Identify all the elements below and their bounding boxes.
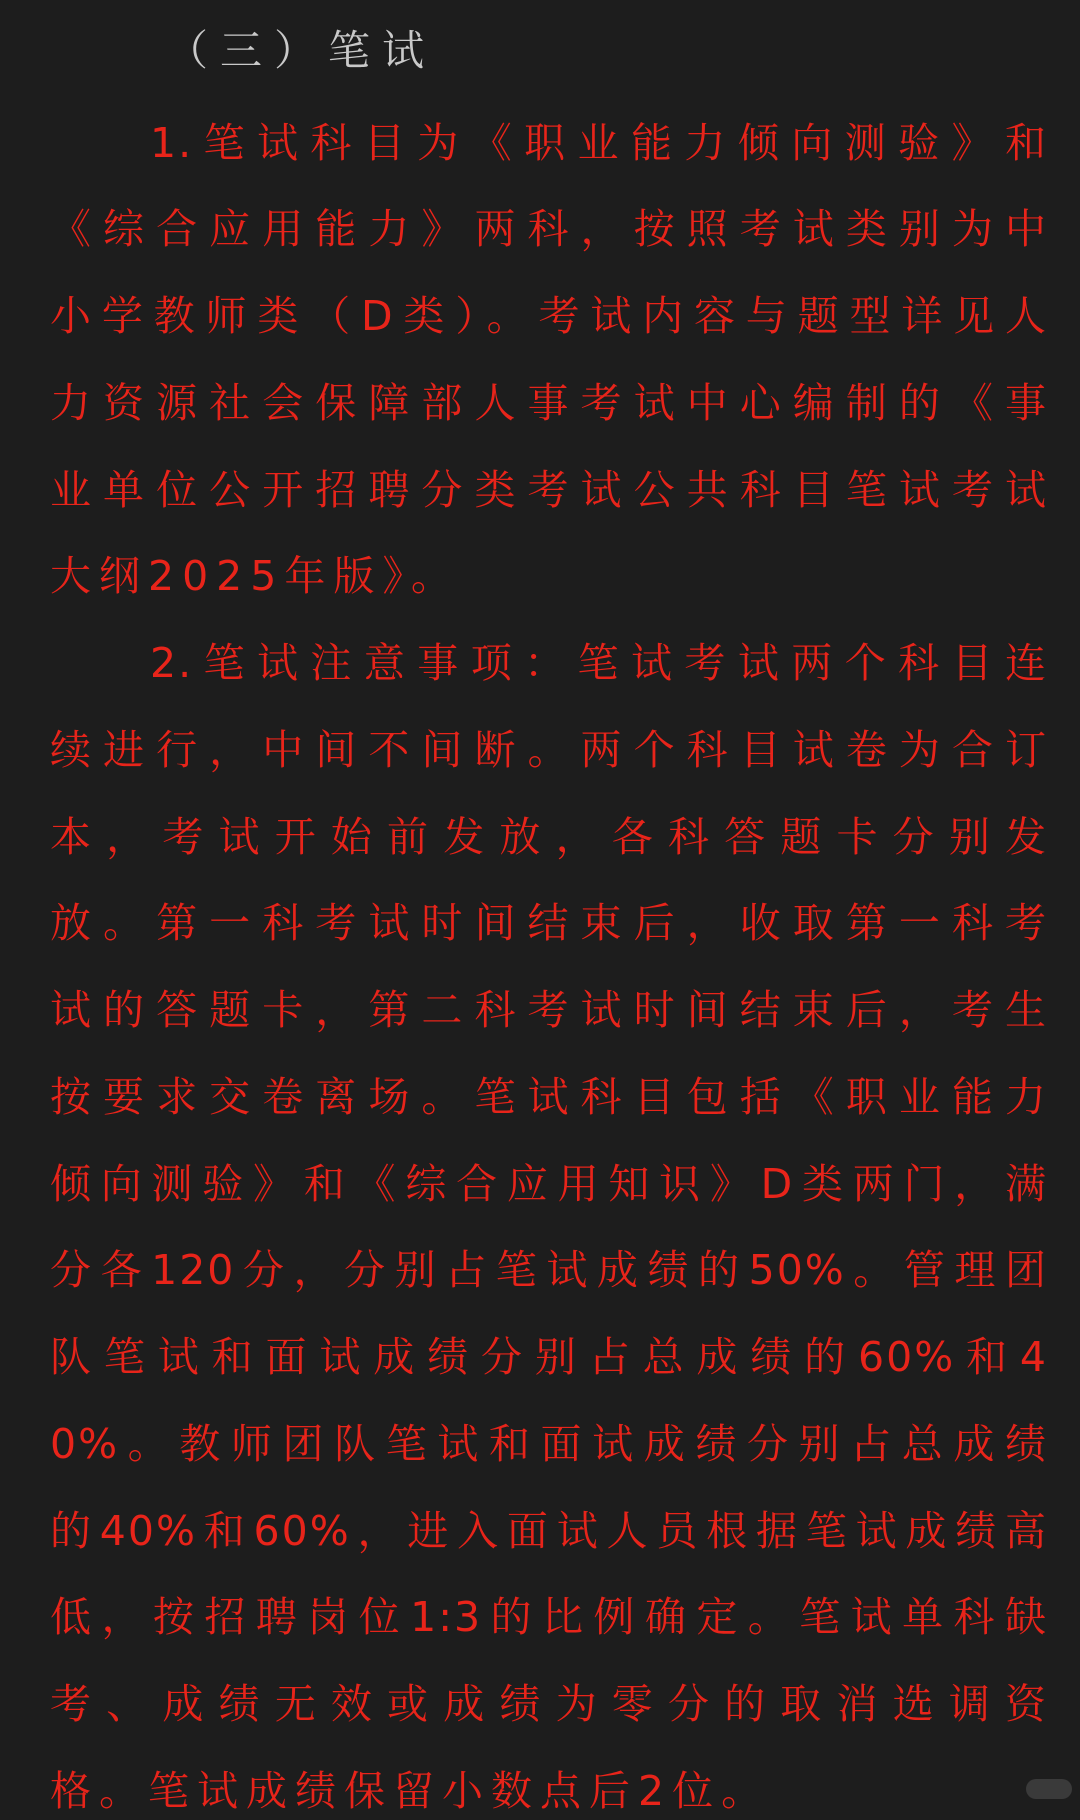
paragraph-line: 格。笔试成绩保留小数点后2位。: [50, 1767, 771, 1815]
paragraph-line: 力资源社会保障部人事考试中心编制的《事: [50, 379, 1048, 427]
paragraph-line: 按要求交卷离场。笔试科目包括《职业能力: [50, 1073, 1048, 1121]
paragraph-line: 试的答题卡，第二科考试时间结束后，考生: [50, 986, 1048, 1034]
paragraph-line: 续进行，中间不间断。两个科目试卷为合订: [50, 726, 1048, 774]
paragraph-line: 2.笔试注意事项：笔试考试两个科目连: [150, 639, 1048, 687]
paragraph-line: 放。第一科考试时间结束后，收取第一科考: [50, 899, 1048, 947]
paragraph-line: 低，按招聘岗位1:3的比例确定。笔试单科缺: [50, 1593, 1048, 1641]
paragraph-line: 1.笔试科目为《职业能力倾向测验》和: [150, 119, 1048, 167]
paragraph-line: 《综合应用能力》两科，按照考试类别为中: [50, 205, 1048, 253]
paragraph-line: 0%。教师团队笔试和面试成绩分别占总成绩: [50, 1420, 1048, 1468]
paragraph-line: 大纲2025年版》。: [50, 552, 460, 600]
section-heading: （三）笔试: [166, 26, 437, 75]
paragraph-line: 的40%和60%，进入面试人员根据笔试成绩高: [50, 1507, 1048, 1555]
paragraph-line: 本，考试开始前发放，各科答题卡分别发: [50, 813, 1048, 861]
watermark-logo: [1026, 1779, 1072, 1799]
paragraph-line: 分各120分，分别占笔试成绩的50%。管理团: [50, 1246, 1048, 1294]
paragraph-line: 业单位公开招聘分类考试公共科目笔试考试: [50, 466, 1048, 514]
paragraph-line: 小学教师类（D类）。考试内容与题型详见人: [50, 292, 1048, 340]
paragraph-line: 队笔试和面试成绩分别占总成绩的60%和4: [50, 1333, 1048, 1381]
paragraph-line: 考、成绩无效或成绩为零分的取消选调资: [50, 1680, 1048, 1728]
paragraph-line: 倾向测验》和《综合应用知识》D类两门，满: [50, 1160, 1048, 1208]
